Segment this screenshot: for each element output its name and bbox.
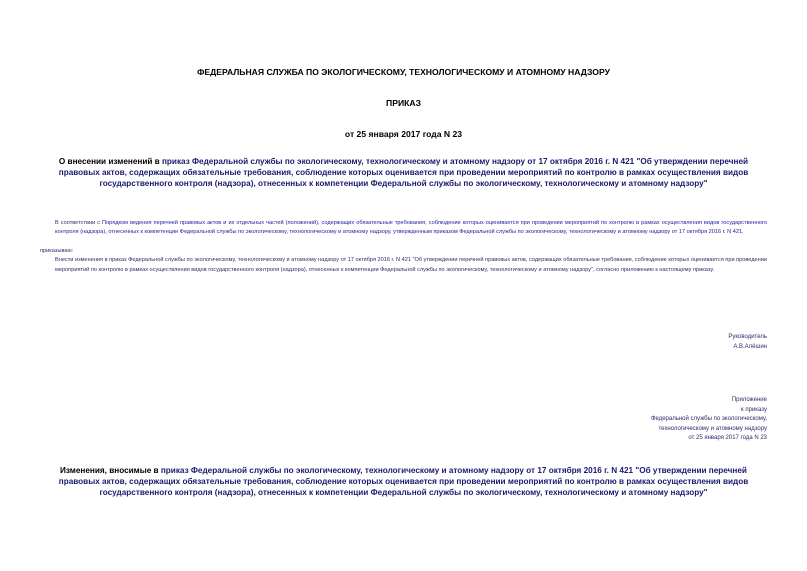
preamble-p1-suffix: ,	[742, 229, 744, 236]
preamble-p1-prefix: В соответствии с	[55, 220, 103, 226]
preamble	[40, 219, 767, 275]
appendix-line-4: технологическому и атомному надзору	[658, 425, 767, 432]
appendix-reference	[651, 396, 767, 444]
appendix-line-3: Федеральной службы по экологическому,	[650, 416, 767, 422]
doc-type-heading: ПРИКАЗ	[386, 98, 421, 108]
date-number-heading: от 25 января 2017 года N 23	[344, 129, 463, 139]
order-title	[40, 156, 767, 189]
signatory-name: А.В.Алёшин	[733, 343, 767, 350]
agency-heading: ФЕДЕРАЛЬНАЯ СЛУЖБА ПО ЭКОЛОГИЧЕСКОМУ, ТЕХНОЛОГИЧЕСКОМУ И АТОМНОМУ НАДЗОРУ	[197, 67, 610, 77]
order-word: приказываю:	[40, 247, 74, 254]
order-title-prefix: О внесении изменений в	[58, 157, 162, 166]
order-title-link[interactable]: приказ Федеральной службы по экологическому, технологическому и атомному надзору от 17 октября 2016 г. N 421 "Об утверждении перечней правовых актов, содержащих обязательные требования, соблюдение которых оценивается при проведении мероприятий по контролю в рамках осуществления видов государственного контроля (надзора), отнесенных к компетенции Федеральной службы по экологическому, технологическому и атомному надзору"	[58, 157, 749, 188]
signature-block	[728, 333, 767, 352]
preamble-paragraph-2: Внести изменения в приказ Федеральной службы по экологическому, технологическому и атомному надзору от 17 октября 2016 г. N 421 "Об утверждении перечней правовых актов, содержащих обязательные требования, соблюдение которых оценивается при проведении мероприятий по контролю в рамках осуществления видов государственного контроля (надзора), отнесенных к компетенции Федеральной службы по экологическому, технологическому и атомному надзору", согласно приложению к настоящему приказу.	[55, 257, 767, 273]
signatory-position: Руководитель	[728, 334, 767, 340]
appendix-title-prefix: Изменения, вносимые в	[60, 466, 161, 475]
preamble-paragraph-1	[40, 219, 767, 238]
appendix-line-1: Приложение	[731, 397, 767, 403]
appendix-title-link[interactable]: приказ Федеральной службы по экологическому, технологическому и атомному надзору от 17 октября 2016 г. N 421 "Об утверждении перечней правовых актов, содержащих обязательные требования, соблюдение которых оценивается при проведении мероприятий по контролю в рамках осуществления видов государственного контроля (надзора), отнесенных к компетенции Федеральной службы по экологическому, технологическому и атомному надзору"	[58, 466, 749, 497]
appendix-title	[40, 465, 767, 498]
appendix-line-2: к приказу	[741, 406, 767, 413]
appendix-line-5: от 25 января 2017 года N 23	[688, 435, 767, 441]
procedure-link[interactable]: Порядком ведения перечней правовых актов и их отдельных частей (положений), содержащих обязательные требования, соблюдение которых оценивается при проведении мероприятий по контролю в рамках осуществления видов государственного контроля (надзора), отнесенных к компетенции Федеральной службы по экологическому, технологическому и атомному надзору, утвержденным приказом Федеральной службы по экологическому, технологическому и атомному надзору от 17 октября 2016 г. N 421	[55, 220, 768, 236]
